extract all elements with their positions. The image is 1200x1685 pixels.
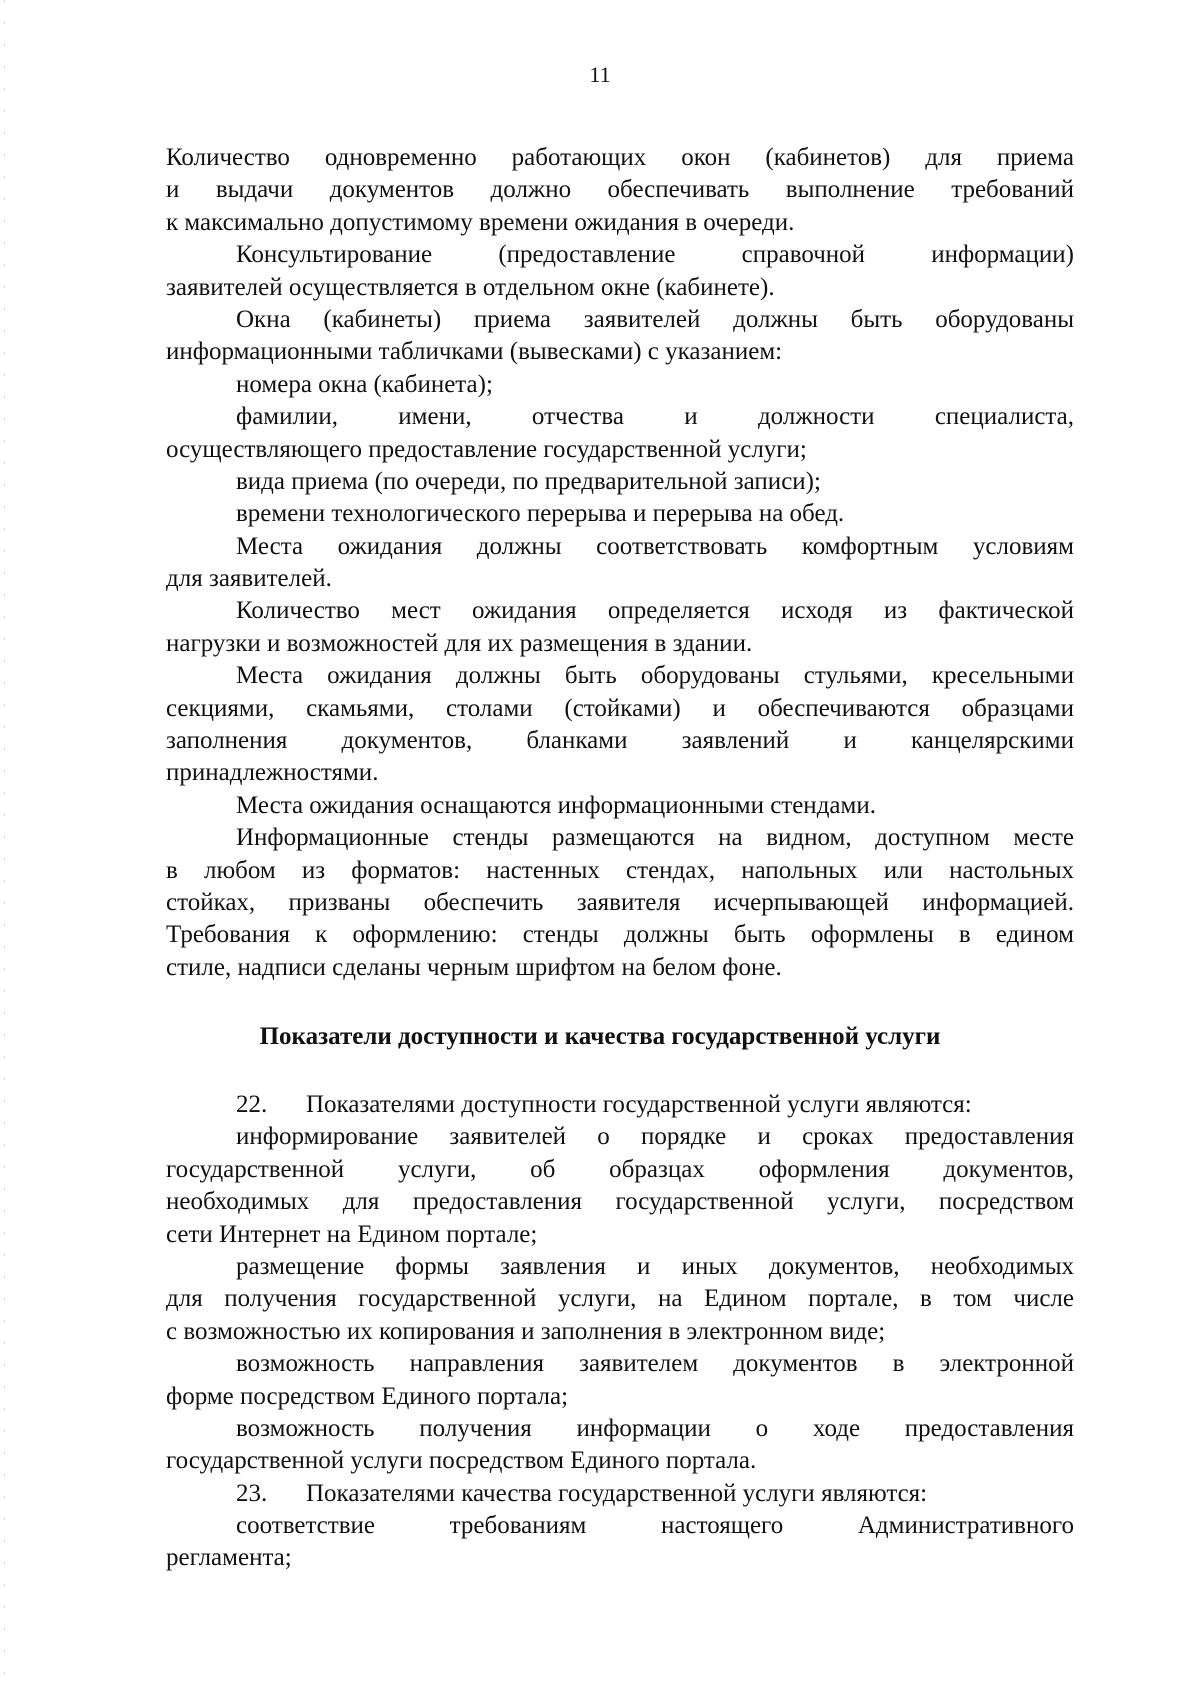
text-line (166, 1154, 1074, 1186)
text-line (166, 1251, 1074, 1283)
text-line (166, 693, 1074, 725)
text-line (166, 336, 1074, 368)
text-line (166, 1283, 1074, 1315)
text-line (166, 401, 1074, 433)
text-line (166, 919, 1074, 951)
text-line (166, 628, 1074, 660)
line-text: возможность направления заявителем документов в электронной (236, 1350, 1074, 1378)
line-text: регламента; (166, 1544, 292, 1572)
text-line (166, 725, 1074, 757)
scan-edge-artifact (4, 0, 5, 1685)
text-line (166, 239, 1074, 271)
text-line (166, 952, 1074, 984)
text-line (166, 1348, 1074, 1380)
text-line (166, 434, 1074, 466)
line-text: государственной услуги, об образцах оформления документов, (166, 1155, 1074, 1183)
line-text: Показателями качества государственной услуги являются: (306, 1479, 928, 1507)
text-line (166, 1316, 1074, 1348)
text-line (166, 531, 1074, 563)
line-text: в любом из форматов: настенных стендах, напольных или настольных (166, 856, 1074, 884)
line-text: стойках, призваны обеспечить заявителя исчерпывающей информацией. (166, 888, 1074, 916)
text-line (166, 1219, 1074, 1251)
text-line (166, 1381, 1074, 1413)
line-text: Места ожидания оснащаются информационными стендами. (236, 791, 876, 819)
line-text: информирование заявителей о порядке и сроках предоставления (236, 1123, 1074, 1151)
line-text: к максимально допустимому времени ожидания в очереди. (166, 208, 795, 236)
text-line (166, 466, 1074, 498)
line-text: секциями, скамьями, столами (стойками) и обеспечиваются образцами (166, 694, 1074, 722)
line-text: и выдачи документов должно обеспечивать выполнение требований (166, 176, 1074, 204)
line-text: возможность получения информации о ходе предоставления (236, 1414, 1074, 1442)
line-text: размещение формы заявления и иных документов, необходимых (236, 1252, 1074, 1280)
line-text: нагрузки и возможностей для их размещения в здании. (166, 629, 753, 657)
line-text: Окна (кабинеты) приема заявителей должны быть оборудованы (236, 305, 1074, 333)
text-line (166, 207, 1074, 239)
text-line (166, 1413, 1074, 1445)
text-line (166, 855, 1074, 887)
text-line (166, 887, 1074, 919)
line-text: номера окна (кабинета); (236, 370, 493, 398)
line-text: государственной услуги посредством Единого портала. (166, 1447, 757, 1475)
line-text: соответствие требованиям настоящего Административного (236, 1512, 1074, 1540)
line-text: заявителей осуществляется в отдельном окне (кабинете). (166, 273, 775, 301)
text-line (166, 660, 1074, 692)
text-line (166, 1186, 1074, 1218)
text-line (166, 563, 1074, 595)
text-line (166, 1445, 1074, 1477)
line-text: Информационные стенды размещаются на видном, доступном месте (236, 824, 1074, 852)
line-text: с возможностью их копирования и заполнения в электронном виде; (166, 1317, 886, 1345)
line-text: форме посредством Единого портала; (166, 1382, 569, 1410)
line-text: вида приема (по очереди, по предварительной записи); (236, 467, 821, 495)
line-text: фамилии, имени, отчества и должности специалиста, (236, 403, 1074, 431)
line-text: заполнения документов, бланками заявлений и канцелярскими (166, 727, 1074, 755)
line-text: для получения государственной услуги, на Едином портале, в том числе (166, 1285, 1074, 1313)
paragraph-number: 23. (236, 1479, 268, 1507)
text-line (166, 498, 1074, 530)
text-line (166, 1542, 1074, 1574)
text-line (166, 595, 1074, 627)
line-text: Требования к оформлению: стенды должны быть оформлены в едином (166, 921, 1074, 949)
line-text: стиле, надписи сделаны черным шрифтом на белом фоне. (166, 953, 782, 981)
text-line (166, 790, 1074, 822)
line-text: осуществляющего предоставление государственной услуги; (166, 435, 807, 463)
body-text-bottom (166, 1089, 1074, 1575)
body-text-top (166, 142, 1074, 984)
line-text: Количество мест ожидания определяется исходя из фактической (236, 597, 1074, 625)
line-text: времени технологического перерыва и перерыва на обед. (236, 500, 845, 528)
text-line (166, 1089, 1074, 1121)
text-line (166, 304, 1074, 336)
page-number: 11 (589, 62, 611, 87)
line-text: сети Интернет на Едином портале; (166, 1220, 538, 1248)
text-line (166, 369, 1074, 401)
line-text: информационными табличками (вывесками) с указанием: (166, 338, 783, 366)
text-line (166, 142, 1074, 174)
text-line (166, 174, 1074, 206)
line-text: Места ожидания должны быть оборудованы стульями, кресельными (236, 662, 1074, 690)
line-text: Места ожидания должны соответствовать комфортным условиям (236, 532, 1074, 560)
line-text: Количество одновременно работающих окон (кабинетов) для приема (166, 144, 1074, 171)
text-line (166, 1121, 1074, 1153)
section-heading: Показатели доступности и качества государственной услуги (259, 1023, 941, 1050)
line-text: принадлежностями. (166, 759, 379, 787)
text-line (166, 822, 1074, 854)
line-text: Консультирование (предоставление справочной информации) (236, 241, 1074, 269)
text-line (166, 1478, 1074, 1510)
line-text: для заявителей. (166, 565, 332, 593)
paragraph-number: 22. (236, 1091, 268, 1118)
line-text: Показателями доступности государственной услуги являются: (306, 1091, 972, 1118)
text-line (166, 272, 1074, 304)
text-line (166, 1510, 1074, 1542)
text-line (166, 757, 1074, 789)
line-text: необходимых для предоставления государственной услуги, посредством (166, 1188, 1074, 1216)
